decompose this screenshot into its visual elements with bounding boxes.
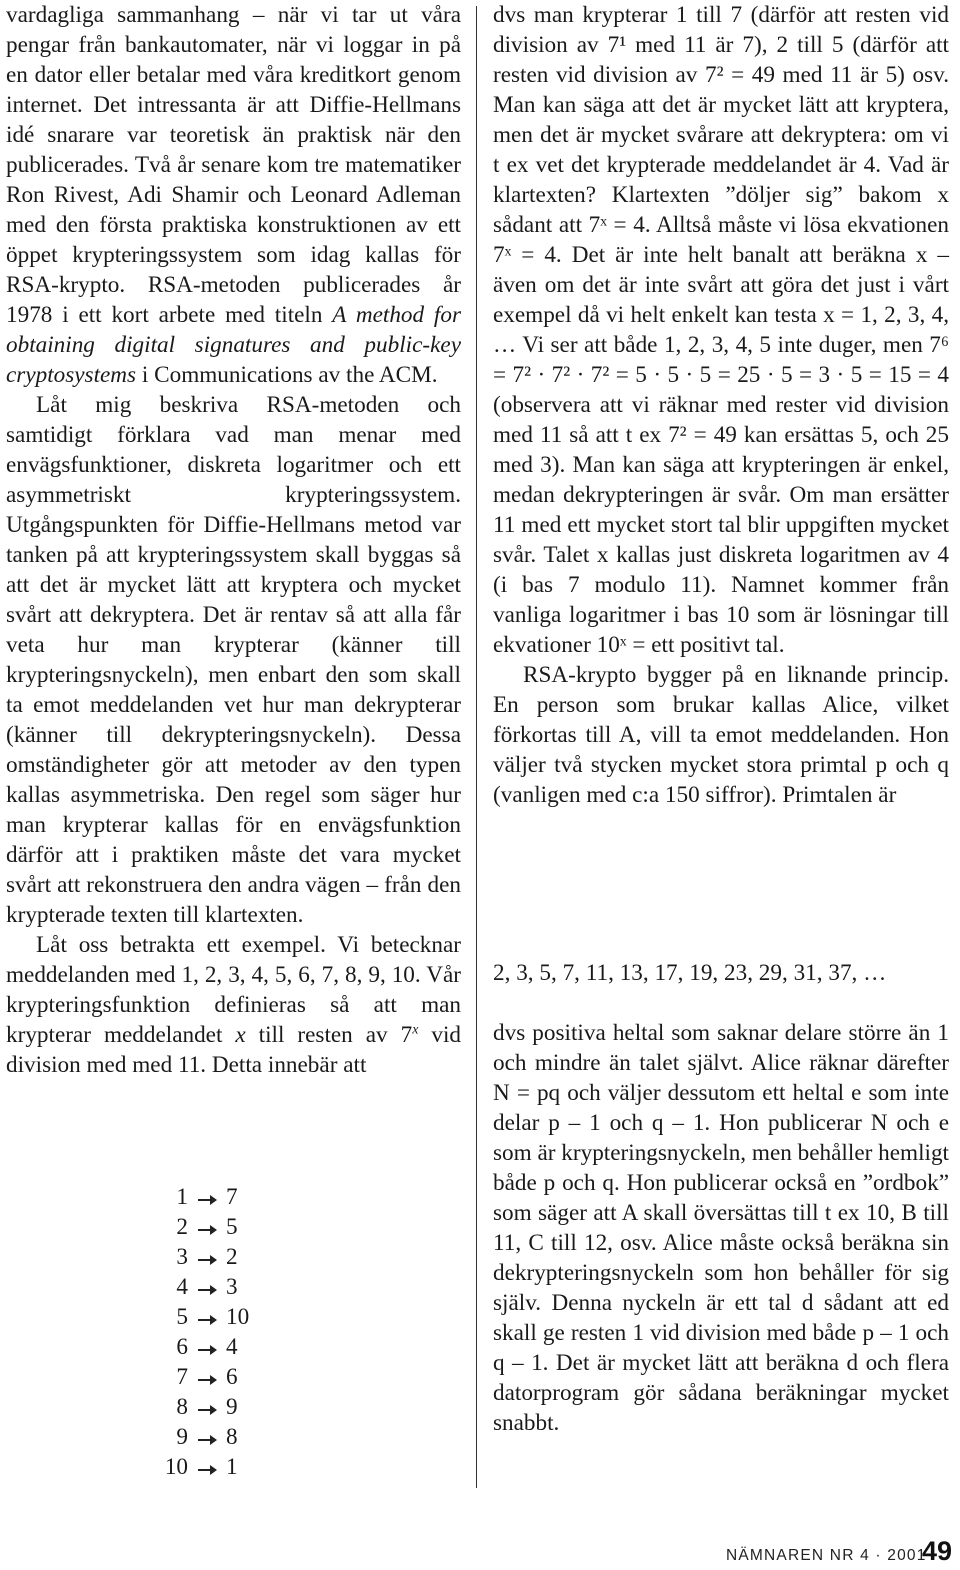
mapping-row: 2 5: [118, 1214, 258, 1244]
mapping-row: 7 6: [118, 1364, 258, 1394]
mapping-row: 3 2: [118, 1244, 258, 1274]
mapping-row: 8 9: [118, 1394, 258, 1424]
mapping-row: 5 10: [118, 1304, 258, 1334]
right-column-continued: [493, 1018, 949, 1438]
paragraph: Låt oss betrakta ett exempel. Vi betecknar meddelanden med 1, 2, 3, 4, 5, 6, 7, 8, 9, 10. Vår krypteringsfunktion definieras så att man krypterar meddelandet x till resten av 7$^x$ vid division med med 11. Detta innebär att: [6, 932, 461, 1078]
paragraph: Låt mig beskriva RSA-metoden och samtidigt förklara vad man menar med envägsfunktioner, diskreta logaritmer och ett asymmetriskt krypteringssystem. Utgångspunkten för Diffie-Hellmans metod var tanken på att krypteringssystem skall byggas så att det är mycket lätt att kryptera och mycket svårt att dekryptera. Det är rentav så att alla får veta hur man krypterar (känner till krypteringsnyckeln), men enbart den som skall ta emot meddelanden vet hur man dekrypterar (känner till dekrypteringsnyckeln). Dessa omständigheter gör att metoder av den typen kallas asymmetriska. Den regel som säger hur man krypterar kallas för en envägsfunktion därför att i praktiken måste det vara mycket svårt att rekonstruera den andra vägen – från den krypterade texten till klartexten.: [6, 392, 461, 928]
arrow-icon: [196, 1454, 218, 1491]
encryption-mapping: [118, 1184, 258, 1484]
paragraph: RSA-krypto bygger på en liknande princip. En person som brukar kallas Alice, vilket förkortas till A, vill ta emot meddelanden. Hon väljer två stycken mycket stora primtal p och q (vanligen med c:a 150 siffror). Primtalen är: [493, 662, 949, 808]
column-divider: [476, 6, 477, 1488]
right-column: [493, 0, 949, 810]
journal-name: NÄMNAREN NR 4 · 2001: [726, 1547, 927, 1564]
paragraph: dvs man krypterar 1 till 7 (därför att resten vid division av 7¹ med 11 är 7), 2 till 5 (därför att resten vid division av 7² = 49 med 11 är 5) osv. Man kan säga att det är mycket lätt att kryptera, men det är mycket svårare att dekryptera: om vi t ex vet det krypterade meddelandet är 4. Vad är klartexten? Klartexten ”döljer sig” bakom x sådant att 7ˣ = 4. Alltså måste vi lösa ekvationen 7ˣ = 4. Det är inte helt banalt att beräkna x – även om det är inte svårt att göra det just i vårt exempel då vi helt enkelt kan testa x = 1, 2, 3, 4, … Vi ser att både 1, 2, 3, 4, 5 inte duger, men 7⁶ = 7² · 7² · 7² = 5 · 5 · 5 = 25 · 5 = 3 · 5 = 15 = 4 (observera att vi räknar med rester vid division med 11 så att t ex 7² = 49 kan ersättas 5, och 25 med 3). Man kan säga att krypteringen är enkel, medan dekrypteringen är svår. Om man ersätter 11 med ett mycket stort tal blir uppgiften mycket svår. Talet x kallas just diskreta logaritmen av 4 (i bas 7 modulo 11). Namnet kommer från vanliga logaritmer i bas 10 som är lösningar till ekvationer 10ˣ = ett positivt tal.: [493, 2, 949, 658]
page-footer: [724, 1536, 954, 1570]
primes-list: 2, 3, 5, 7, 11, 13, 17, 19, 23, 29, 31, 37, …: [493, 960, 887, 986]
left-column: [6, 0, 461, 1080]
paragraph: vardagliga sammanhang – när vi tar ut våra pengar från bankautomater, när vi loggar in på en dator eller betalar med våra kreditkort genom internet. Det intressanta är att Diffie-Hellmans idé snarare var teoretisk än praktisk när den publicerades. Två år senare kom tre matematiker Ron Rivest, Adi Shamir och Leonard Adleman med den första praktiska konstruktionen av ett öppet krypteringssystem som idag kallas för RSA-krypto. RSA-metoden publicerades år 1978 i ett kort arbete med titeln A method for obtaining digital signatures and public-key cryptosystems i Communications av the ACM.: [6, 2, 461, 388]
mapping-row: 4 3: [118, 1274, 258, 1304]
mapping-row: 9 8: [118, 1424, 258, 1454]
mapping-row: 6 4: [118, 1334, 258, 1364]
paragraph: dvs positiva heltal som saknar delare större än 1 och mindre än talet självt. Alice räknar därefter N = pq och väljer dessutom ett heltal e som inte delar p – 1 och q – 1. Hon publicerar N och e som är krypteringsnyckeln, men behåller hemligt både p och q. Hon publicerar också en ”ordbok” som säger att A skall översättas till t ex 10, B till 11, C till 12, osv. Alice måste också beräkna sin dekrypteringsnyckeln som hon behåller för sig själv. Denna nyckeln är ett tal d sådant att ed skall ge resten 1 vid division med både p – 1 och q – 1. Det är mycket lätt att beräkna d och flera datorprogram gör sådana beräkningar mycket snabbt.: [493, 1020, 949, 1436]
mapping-row: 10 1: [118, 1454, 258, 1484]
mapping-row: 1 7: [118, 1184, 258, 1214]
page-number: 49: [921, 1536, 952, 1566]
